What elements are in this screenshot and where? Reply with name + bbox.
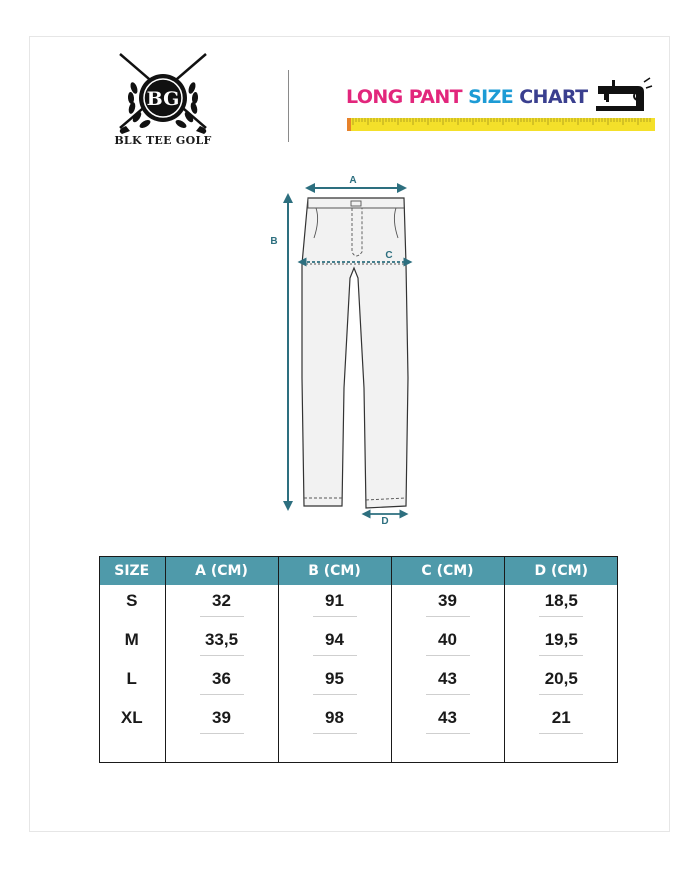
size-cell: S	[126, 591, 138, 610]
b-column	[278, 585, 391, 763]
value-cell: 36	[166, 663, 278, 702]
a-column	[165, 585, 278, 763]
label-d: D	[381, 516, 389, 527]
size-cell: M	[124, 630, 139, 649]
value-cell: 19,5	[505, 624, 619, 663]
value-cell: 98	[279, 702, 391, 741]
value-cell: 43	[392, 663, 504, 702]
size-cell: XL	[120, 708, 143, 727]
d-column	[504, 585, 618, 763]
size-cell: L	[126, 669, 137, 688]
title-part-long-pant: LONG PANT	[346, 86, 463, 108]
c-column	[391, 585, 504, 763]
pants-diagram	[260, 168, 430, 528]
value-cell: 40	[392, 624, 504, 663]
value-cell: 32	[166, 585, 278, 624]
value-cell: 95	[279, 663, 391, 702]
title-part-size: SIZE	[468, 86, 514, 108]
header-c: C (CM)	[391, 556, 504, 585]
value-cell: 91	[279, 585, 391, 624]
size-column	[99, 585, 165, 763]
page-title	[346, 86, 587, 108]
brand-name: BLK TEE GOLF	[114, 134, 212, 147]
value-cell: 18,5	[505, 585, 619, 624]
header-size: SIZE	[99, 556, 165, 585]
header-d: D (CM)	[504, 556, 618, 585]
value-cell: 39	[166, 702, 278, 741]
table-body-row	[99, 585, 618, 763]
logo-monogram: BG	[146, 88, 180, 110]
header-a: A (CM)	[165, 556, 278, 585]
label-c: C	[385, 250, 393, 261]
value-cell: 21	[505, 702, 619, 741]
value-cell: 39	[392, 585, 504, 624]
value-cell: 94	[279, 624, 391, 663]
sewing-machine-icon	[592, 74, 654, 118]
header-b: B (CM)	[278, 556, 391, 585]
value-cell: 20,5	[505, 663, 619, 702]
value-cell: 43	[392, 702, 504, 741]
title-part-chart: CHART	[519, 86, 588, 108]
pants-outline	[302, 198, 408, 508]
header-divider	[288, 70, 289, 142]
table-header-row	[99, 556, 618, 585]
size-table	[99, 556, 618, 763]
value-cell: 33,5	[166, 624, 278, 663]
measuring-tape-icon	[347, 118, 655, 131]
label-a: A	[349, 175, 357, 186]
label-b: B	[270, 236, 278, 247]
